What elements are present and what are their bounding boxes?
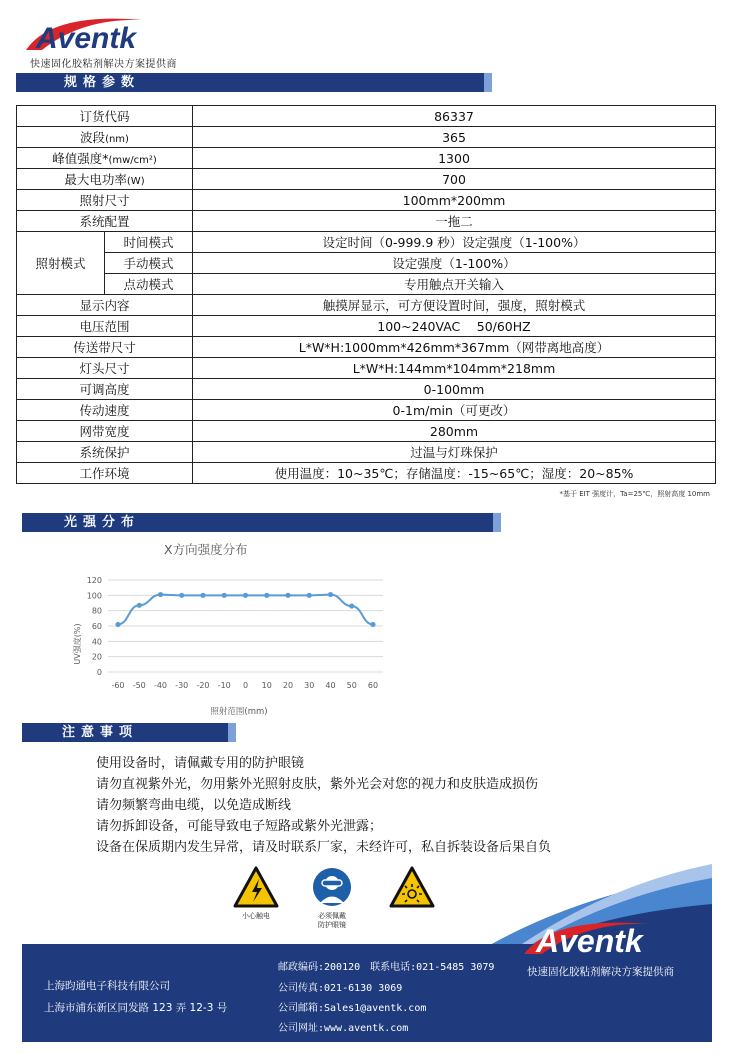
notes-section-bar — [22, 723, 236, 742]
x-tick-label: -20 — [196, 681, 210, 690]
table-row — [17, 316, 716, 337]
table-row — [17, 253, 716, 274]
footer-logo-text: Aventk — [536, 923, 643, 959]
note-item: 请勿直视紫外光，勿用紫外光照射皮肤，紫外光会对您的视力和皮肤造成损伤 — [96, 777, 539, 792]
spec-label: 可调高度 — [17, 379, 193, 400]
note-item: 使用设备时，请佩戴专用的防护眼镜 — [96, 756, 305, 771]
notes-section-title: 注意事项 — [62, 725, 139, 740]
spec-value: 100~240VAC 50/60HZ — [193, 316, 716, 337]
x-tick-label: 20 — [282, 681, 294, 690]
table-row — [17, 190, 716, 211]
data-point — [158, 592, 163, 597]
table-row — [17, 442, 716, 463]
mode-sub-label: 手动模式 — [105, 253, 193, 274]
spec-value: L*W*H:144mm*104mm*218mm — [193, 358, 716, 379]
y-tick-label: 40 — [91, 637, 102, 647]
note-item: 设备在保质期内发生异常，请及时联系厂家，未经许可，私自拆装设备后果自负 — [96, 840, 552, 855]
x-axis-label: 照射范围(mm) — [210, 707, 268, 717]
logo-text: Aventk — [36, 22, 137, 55]
table-row — [17, 379, 716, 400]
footer-aventk-logo — [520, 914, 700, 960]
light-section-title: 光强分布 — [64, 515, 141, 530]
table-row — [17, 106, 716, 127]
table-row — [17, 358, 716, 379]
chart-title: X方向强度分布 — [164, 542, 248, 557]
notes-list — [96, 753, 551, 858]
spec-label: 电压范围 — [17, 316, 193, 337]
spec-label: 订货代码 — [79, 109, 130, 124]
x-tick-label: 50 — [346, 681, 357, 690]
x-tick-labels — [111, 681, 378, 690]
table-row — [17, 400, 716, 421]
intensity-chart — [68, 540, 393, 722]
spec-value: 280mm — [193, 421, 716, 442]
y-tick-label: 0 — [96, 668, 102, 677]
spec-label: 系统保护 — [17, 442, 193, 463]
eye-protection-icon — [309, 866, 355, 908]
data-point — [115, 622, 120, 627]
table-row — [17, 421, 716, 442]
data-point — [137, 603, 142, 608]
spec-value: 设定时间（0-999.9 秒）设定强度（1-100%） — [193, 232, 716, 253]
table-row — [17, 211, 716, 232]
x-tick-label: 30 — [304, 681, 315, 690]
mode-sub-label: 点动模式 — [105, 274, 193, 295]
data-point — [285, 593, 290, 598]
aventk-logo — [22, 10, 192, 56]
data-point — [328, 592, 333, 597]
footer-address: 上海市浦东新区同发路 123 弄 12-3 号 — [44, 1002, 228, 1014]
footer-website[interactable]: 公司网址:www.aventk.com — [278, 1023, 409, 1034]
spec-label: 传送带尺寸 — [17, 337, 193, 358]
series-line — [118, 595, 373, 625]
spec-unit: (mw/cm²) — [108, 155, 157, 166]
spec-label: 显示内容 — [17, 295, 193, 316]
spec-value: 100mm*200mm — [193, 190, 716, 211]
section-accent — [484, 73, 492, 92]
spec-value: 使用温度：10~35℃；存储温度：-15~65℃；湿度：20~85% — [193, 463, 716, 484]
footer-company: 上海昀通电子科技有限公司 — [44, 980, 170, 992]
warning-electric — [228, 866, 284, 921]
y-tick-label: 100 — [86, 591, 102, 601]
spec-label: 峰值强度* — [52, 151, 109, 166]
table-row — [17, 463, 716, 484]
spec-label: 灯头尺寸 — [17, 358, 193, 379]
y-tick-label: 80 — [91, 606, 102, 616]
spec-label: 系统配置 — [79, 214, 130, 229]
x-tick-label: 60 — [367, 681, 379, 690]
warning-caption: 小心触电 — [242, 912, 270, 920]
data-point — [179, 593, 184, 598]
spec-label: 工作环境 — [17, 463, 193, 484]
table-row — [17, 295, 716, 316]
table-row — [17, 148, 716, 169]
x-tick-label: -60 — [111, 681, 125, 690]
data-point — [307, 593, 312, 598]
spec-value: 设定强度（1-100%） — [193, 253, 716, 274]
spec-value: 365 — [193, 127, 716, 148]
header-tagline: 快速固化胶粘剂解决方案提供商 — [30, 59, 177, 70]
specs-section-title: 规格参数 — [64, 75, 141, 90]
spec-value: L*W*H:1000mm*426mm*367mm（网带离地高度） — [193, 337, 716, 358]
x-tick-label: 0 — [242, 681, 249, 690]
section-accent — [493, 513, 501, 532]
footer-email[interactable]: 公司邮箱:Sales1@aventk.com — [278, 1003, 427, 1014]
y-tick-label: 60 — [91, 622, 102, 631]
spec-label: 网带宽度 — [17, 421, 193, 442]
specs-section-bar — [16, 73, 492, 92]
table-row — [17, 232, 716, 253]
spec-label: 最大电功率 — [64, 172, 127, 187]
table-row — [17, 127, 716, 148]
spec-value: 0-1m/min（可更改） — [193, 400, 716, 421]
data-point — [370, 622, 375, 627]
table-row — [17, 274, 716, 295]
spec-value: 86337 — [193, 106, 716, 127]
footer-tagline: 快速固化胶粘剂解决方案提供商 — [527, 966, 674, 978]
data-point — [349, 603, 354, 608]
x-tick-label: -50 — [132, 681, 146, 690]
spec-label: 照射尺寸 — [79, 193, 130, 208]
spec-label: 传动速度 — [17, 400, 193, 421]
section-accent — [228, 723, 236, 742]
warning-radiation — [384, 866, 440, 912]
data-point — [264, 593, 269, 598]
y-axis-label: UV强度(%) — [73, 623, 82, 665]
y-tick-label: 120 — [86, 576, 102, 585]
spec-table — [16, 105, 716, 484]
light-section-bar — [22, 513, 501, 532]
table-row — [17, 337, 716, 358]
footer-postal-phone: 邮政编码:200120 联系电话:021-5485 3079 — [278, 962, 495, 973]
x-tick-label: 10 — [261, 681, 272, 690]
warning-caption: 必须佩戴 防护眼镜 — [318, 912, 346, 929]
data-point — [243, 593, 248, 598]
y-tick-label: 20 — [91, 652, 102, 662]
spec-value: 一拖二 — [193, 211, 716, 232]
x-tick-label: -10 — [217, 681, 231, 690]
x-tick-label: -30 — [175, 681, 189, 690]
spec-value: 触摸屏显示，可方便设置时间，强度，照射模式 — [193, 295, 716, 316]
x-tick-label: 40 — [325, 681, 336, 690]
note-item: 请勿拆卸设备，可能导致电子短路或紫外光泄露； — [96, 819, 383, 834]
spec-value: 700 — [193, 169, 716, 190]
electric-shock-icon — [233, 866, 279, 908]
data-point — [200, 593, 205, 598]
x-tick-label: -40 — [153, 681, 168, 690]
radiation-icon — [389, 866, 435, 908]
table-row — [17, 169, 716, 190]
spec-value: 0-100mm — [193, 379, 716, 400]
spec-value: 专用触点开关输入 — [193, 274, 716, 295]
spec-unit: (W) — [126, 176, 145, 187]
footnote: *基于 EIT 强度计，Ta=25℃，照射高度 10mm — [559, 490, 710, 498]
mode-label: 照射模式 — [17, 232, 105, 295]
spec-value: 1300 — [193, 148, 716, 169]
footer-fax: 公司传真:021-6130 3069 — [278, 983, 403, 994]
spec-label: 波段 — [80, 130, 106, 145]
warning-eye-protection — [304, 866, 360, 930]
note-item: 请勿频繁弯曲电缆，以免造成断线 — [96, 798, 292, 813]
y-tick-labels — [87, 576, 102, 677]
mode-sub-label: 时间模式 — [105, 232, 193, 253]
spec-value: 过温与灯珠保护 — [193, 442, 716, 463]
data-point — [222, 593, 227, 598]
spec-unit: (nm) — [105, 134, 129, 145]
